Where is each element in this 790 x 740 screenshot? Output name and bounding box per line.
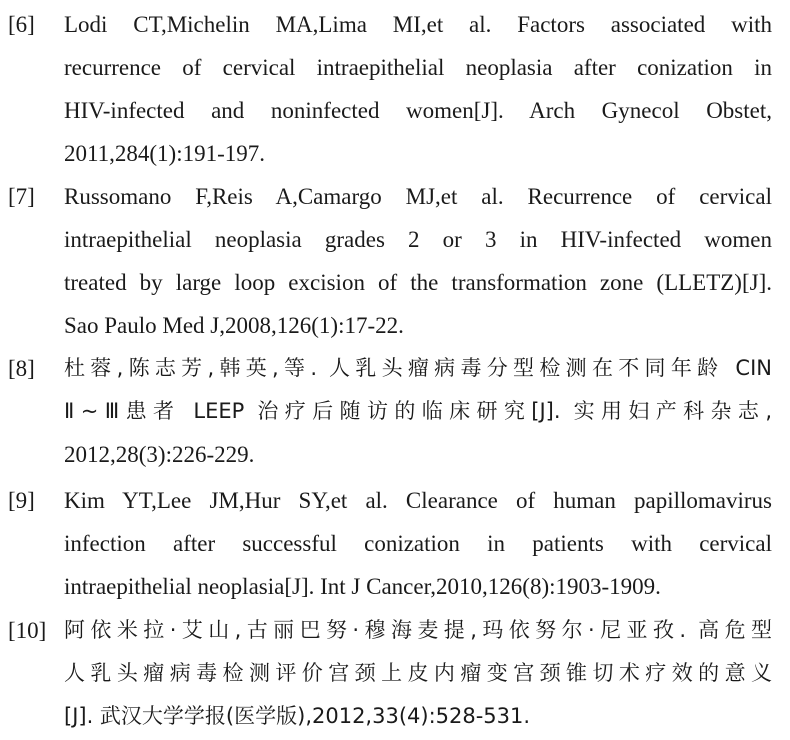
- reference-line: recurrence of cervical intraepithelial neoplasia after conization in: [64, 55, 772, 80]
- reference-line: 人乳头瘤病毒检测评价宫颈上皮内瘤变宫颈锥切术疗效的意义: [64, 661, 772, 685]
- reference-line: Russomano F,Reis A,Camargo MJ,et al. Recurrence of cervical: [64, 184, 772, 209]
- reference-line: HIV-infected and noninfected women[J]. Arch Gynecol Obstet,: [64, 98, 772, 123]
- reference-line: Kim YT,Lee JM,Hur SY,et al. Clearance of human papillomavirus: [64, 488, 772, 513]
- reference-line: 2011,284(1):191-197.: [64, 141, 266, 166]
- reference-line: intraepithelial neoplasia[J]. Int J Cancer,2010,126(8):1903-1909.: [64, 574, 661, 599]
- reference-number: [7]: [8, 184, 35, 209]
- reference-line: intraepithelial neoplasia grades 2 or 3 in HIV-infected women: [64, 227, 772, 252]
- reference-number: [6]: [8, 12, 35, 37]
- reference-line: treated by large loop excision of the transformation zone (LLETZ)[J].: [64, 270, 772, 295]
- reference-line: infection after successful conization in patients with cervical: [64, 531, 772, 556]
- reference-line: 2012,28(3):226-229.: [64, 442, 255, 467]
- reference-text: [64, 479, 772, 608]
- reference-line: 阿依米拉·艾山,古丽巴努·穆海麦提,玛依努尔·尼亚孜. 高危型: [64, 618, 772, 642]
- reference-number: [9]: [8, 488, 35, 513]
- reference-line: Sao Paulo Med J,2008,126(1):17-22.: [64, 313, 404, 338]
- reference-number: [8]: [8, 356, 35, 381]
- reference-text: [64, 347, 772, 476]
- reference-text: [64, 609, 772, 738]
- reference-line: 杜蓉,陈志芳,韩英,等. 人乳头瘤病毒分型检测在不同年龄 CIN: [64, 356, 772, 380]
- reference-line: Ⅱ~Ⅲ患者 LEEP 治疗后随访的临床研究[J]. 实用妇产科杂志,: [64, 399, 772, 423]
- reference-number: [10]: [8, 618, 47, 643]
- reference-text: [64, 3, 772, 175]
- reference-line: Lodi CT,Michelin MA,Lima MI,et al. Factors associated with: [64, 12, 772, 37]
- reference-line: [J]. 武汉大学学报(医学版),2012,33(4):528-531.: [64, 704, 531, 728]
- reference-text: [64, 175, 772, 347]
